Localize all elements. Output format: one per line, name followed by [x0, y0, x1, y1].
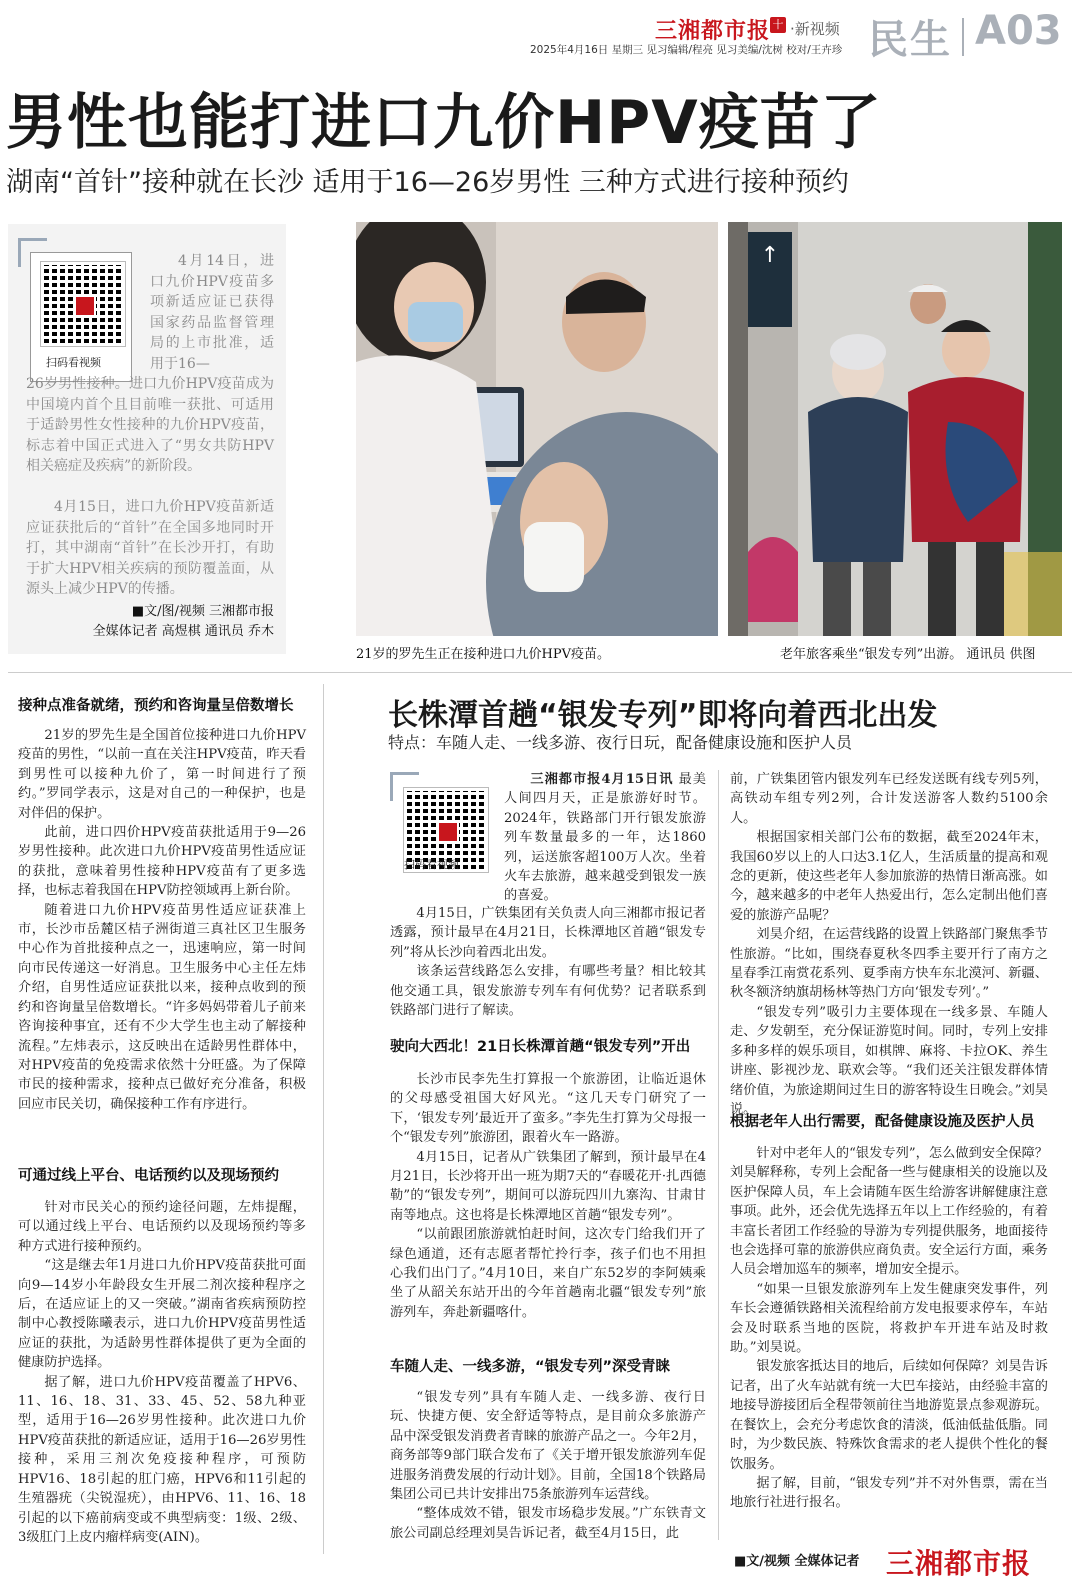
story2-right-text-b — [730, 1144, 1048, 1513]
middle-subheading-2: 车随人走、一线多游，“银发专列”深受青睐 — [390, 1359, 671, 1375]
paragraph: “银发专列”具有车随人走、一线多游、夜行日玩、快捷方便、安全舒适等特点，是目前众多旅游产品中深受银发消费者青睐的旅游产品之一。今年2月，商务部等9部门联合发布了《关于增开银发旅游列车促进服务消费发展的行动计划》。目前，全国18个铁路局集团公司已共计安排出75条旅游列车运营线。 — [390, 1390, 706, 1503]
qr-label: 扫码看视频 — [404, 858, 459, 871]
story2-middle-text-c — [390, 1388, 706, 1543]
intro-byline-1: ■文/图/视频 三湘都市报 — [131, 604, 274, 619]
lead-dateline: 三湘都市报4月15日讯 — [530, 772, 674, 787]
page-number: A03 — [975, 8, 1062, 54]
left-column-text-a — [18, 726, 306, 1114]
paragraph: 4月15日，记者从广铁集团了解到，预计最早在4月21日，长沙将开出一班为期7天的“春暖花开·扎西德勒”的“银发专列”，期间可以游玩四川九寨沟、甘肃甘南等地点。这也将是长株潭地区首趟“银发专列”。 — [390, 1149, 706, 1223]
paragraph: 21岁的罗先生是全国首位接种进口九价HPV疫苗的男性，“以前一直在关注HPV疫苗，昨天看到男性可以接种九价了，第一时间进行了预约。”罗同学表示，这是对自己的一种保护，也是对伴侣的保护。 — [18, 728, 306, 821]
photo1-caption: 21岁的罗先生正在接种进口九价HPV疫苗。 — [356, 647, 611, 662]
seniors-photo — [728, 222, 1062, 636]
svg-text:↑: ↑ — [760, 243, 780, 268]
brand-logo-icon: 十 — [770, 17, 786, 33]
story2-byline: ■文/视频 全媒体记者 — [734, 1554, 860, 1569]
qr-center-logo-icon — [437, 821, 459, 843]
intro-box — [8, 224, 286, 654]
qr-center-logo-icon — [74, 295, 96, 317]
section-divider — [8, 672, 1072, 673]
paragraph: “整体成效不错，银发市场稳步发展。”广东铁青文旅公司副总经理刘昊告诉记者，截至4月15日，此 — [390, 1506, 706, 1541]
intro-paragraph-2: 4月15日，进口九价HPV疫苗新适应证获批后的“首针”在全国多地同时开打，其中湖南“首针”在长沙开打，有助于扩大HPV相关疾病的预防覆盖面，从源头上减少HPV的传播。 — [26, 499, 274, 597]
intro-paragraph-1b: 26岁男性接种。进口九价HPV疫苗成为中国境内首个且目前唯一获批、可适用于适龄男性女性接种的九价HPV疫苗，标志着中国正式进入了“男女共防HPV相关癌症及疾病”的新阶段。 — [26, 376, 274, 474]
paragraph: 4月15日，广铁集团有关负责人向三湘都市报记者透露，预计最早在4月21日，长株潭地区首趟“银发专列”将从长沙向着西北出发。 — [390, 906, 706, 960]
footer-brand-logo: 三湘都市报 — [886, 1547, 1032, 1580]
paragraph: 随着进口九价HPV疫苗男性适应证获准上市，长沙市岳麓区桔子洲街道三真社区卫生服务中心作为首批接种点之一，迅速响应，第一时间向市民传递这一好消息。卫生服务中心主任左炜介绍，自男性适应证获批以来，接种点收到的预约和咨询量呈倍数增长。“许多妈妈带着儿子前来咨询接种事宜，还有不少大学生也主动了解接种流程。”左炜表示，这反映出在适龄男性群体中，对HPV疫苗的免疫需求依然十分旺盛。为了保障市民的接种需求，接种点已做好充分准备，积极回应市民关切，确保接种工作有序进行。 — [18, 902, 306, 1112]
paragraph: “以前跟团旅游就怕赶时间，这次专门给我们开了绿色通道，还有志愿者帮忙拎行李，孩子们也不用担心我们出门了。”4月10日，来自广东52岁的李阿姨乘坐了从韶关东站开出的今年首趟南北疆“银发专列”旅游列车，奔赴新疆喀什。 — [390, 1227, 706, 1320]
intro-paragraph-1a: 4月14日，进口九价HPV疫苗多项新适应证已获得国家药品监督管理局的上市批准，适用于16— — [150, 253, 274, 372]
lead-text: 最美人间四月天，正是旅游好时节。2024年，铁路部门开行银发旅游列车数量最多的一年，达1860列，运送旅客超100万人次。坐着火车去旅游，越来越受到银发一族的喜爱。 — [504, 772, 706, 904]
column-divider — [718, 770, 719, 1540]
story2-subtitle: 特点：车随人走、一线多游、夜行日玩，配备健康设施和医护人员 — [388, 733, 853, 752]
main-subhead: 湖南“首针”接种就在长沙 适用于16—26岁男性 三种方式进行接种预约 — [6, 167, 849, 198]
middle-subheading-1: 驶向大西北！21日长株潭首趟“银发专列”开出 — [390, 1039, 691, 1055]
paragraph: 前，广铁集团管内银发列车已经发送既有线专列5列，高铁动车组专列2列，合计发送游客人数约5100余人。 — [730, 772, 1048, 826]
story2-lead — [504, 770, 706, 906]
masthead-brand: 三湘都市报 — [655, 19, 771, 44]
paragraph: “这是继去年1月进口九价HPV疫苗获批可面向9—14岁小年龄段女生开展二剂次接种程序之后，在适应证上的又一突破。”湖南省疾病预防控制中心教授陈曦表示，进口九价HPV疫苗男性适应证的获批，为适龄男性群体提供了更为全面的健康防护选择。 — [18, 1258, 306, 1371]
seniors-photo-illustration — [728, 222, 1062, 636]
paragraph: 银发旅客抵达目的地后，后续如何保障？刘昊告诉记者，出了火车站就有统一大巴车接站，由经验丰富的地接导游接团后全程带领前往当地游览景点参观游玩。在餐饮上，会充分考虑饮食的清淡，低油低盐低脂。同时，为少数民族、特殊饮食需求的老人提供个性化的餐饮服务。 — [730, 1359, 1048, 1472]
section-name: 民生 — [868, 17, 952, 63]
left-column-text-b — [18, 1198, 306, 1547]
paragraph: 据了解，目前，“银发专列”并不对外售票，需在当地旅行社进行报名。 — [730, 1475, 1048, 1511]
column-divider — [323, 684, 324, 1554]
story2-right-text-a — [730, 770, 1048, 1119]
masthead-divider — [962, 18, 964, 56]
photo2-caption: 老年旅客乘坐“银发专列”出游。 通讯员 供图 — [780, 647, 1036, 662]
paragraph: 该条运营线路怎么安排，有哪些考量？相比较其他交通工具，银发旅游专列车有何优势？记者联系到铁路部门进行了解读。 — [390, 964, 706, 1019]
left-subheading-1: 接种点准备就绪，预约和咨询量呈倍数增长 — [18, 698, 294, 714]
paragraph: 此前，进口四价HPV疫苗获批适用于9—26岁男性接种。此次进口九价HPV疫苗男性适应证的获批，意味着男性接种HPV疫苗有了更多选择，也标志着我国在HPV防控领域再上新台阶。 — [18, 825, 306, 899]
left-subheading-2: 可通过线上平台、电话预约以及现场预约 — [18, 1168, 279, 1184]
paragraph: “银发专列”吸引力主要体现在一线多景、车随人走、夕发朝至，充分保证游览时间。同时，专列上安排多种多样的娱乐项目，如棋牌、麻将、卡拉OK、养生讲座、影视沙龙、联欢会等。“我们还关注银发群体情绪价值，为旅途期间过生日的游客特设生日晚会。”刘昊说。 — [730, 1004, 1048, 1117]
vaccination-photo-illustration — [356, 222, 718, 636]
story2-middle-text-a — [390, 904, 706, 1020]
paragraph: 据了解，进口九价HPV疫苗覆盖了HPV6、11、16、18、31、33、45、52、58九种亚型，适用于16—26岁男性接种。此次进口九价HPV疫苗获批的新适应证，适用于16—26岁男性接种，采用三剂次免疫接种程序，可预防HPV16、18引起的肛门癌，HPV6和11引起的生殖器疣（尖锐湿疣），由HPV6、11、16、18引起的以下癌前病变或不典型病变：1级、2级、3级肛门上皮内瘤样病变(AIN)。 — [18, 1374, 306, 1545]
qr-label: 扫码看视频 — [46, 356, 101, 369]
paragraph: 刘昊介绍，在运营线路的设置上铁路部门聚焦季节性旅游。“比如，围绕春夏秋冬四季主要开行了南方之星春季江南赏花系列、夏季南方快车东北漠河、新疆、秋冬额济纳旗胡杨林等热门方向‘银发专列’。” — [730, 927, 1048, 1001]
intro-byline-2: 全媒体记者 高煜棋 通讯员 乔木 — [92, 624, 274, 639]
paragraph: “如果一旦银发旅游列车上发生健康突发事件，列车长会遵循铁路相关流程给前方发电报要求停车，车站会及时联系当地的医院，将救护车开进车站及时救助。”刘昊说。 — [730, 1281, 1048, 1356]
qr-code-icon[interactable] — [41, 262, 125, 346]
vaccination-photo — [356, 222, 718, 636]
right-subheading-1: 根据老年人出行需要，配备健康设施及医护人员 — [730, 1114, 1035, 1130]
paragraph: 针对市民关心的预约途径问题，左炜提醒，可以通过线上平台、电话预约以及现场预约等多种方式进行接种预约。 — [18, 1200, 306, 1254]
story2-middle-text-b — [390, 1070, 706, 1322]
main-headline: 男性也能打进口九价HPV疫苗了 — [6, 88, 882, 158]
paragraph: 针对中老年人的“银发专列”，怎么做到安全保障？刘昊解释称，专列上会配备一些与健康相关的设施以及医护保障人员，车上会请随车医生给游客讲解健康注意事项。此外，还会优先选择五年以上工作经验的，有着丰富长者团工作经验的导游为专列提供服务，地面接待也会选择可靠的旅游供应商负责。安全运行方面，乘务人员会增加巡车的频率，增加安全提示。 — [730, 1146, 1048, 1278]
masthead-video-brand: ·新视频 — [790, 20, 840, 38]
date-line: 2025年4月16日 星期三 见习编辑/程亮 见习美编/沈树 校对/王卉珍 — [530, 44, 843, 56]
paragraph: 根据国家相关部门公布的数据，截至2024年末，我国60岁以上的人口达3.1亿人，生活质量的提高和观念的更新，使这些老年人参加旅游的热情日渐高涨。如今，越来越多的中老年人热爱出行，怎么定制出他们喜爱的旅游产品呢？ — [730, 830, 1048, 923]
story2-title: 长株潭首趟“银发专列”即将向着西北出发 — [388, 698, 938, 733]
paragraph: 长沙市民李先生打算报一个旅游团，让临近退休的父母感受祖国大好风光。“这几天专门研究了一下，‘银发专列’最近开了蛮多。”李先生打算为父母报一个“银发专列”旅游团，跟着火车一路游。 — [390, 1072, 706, 1146]
